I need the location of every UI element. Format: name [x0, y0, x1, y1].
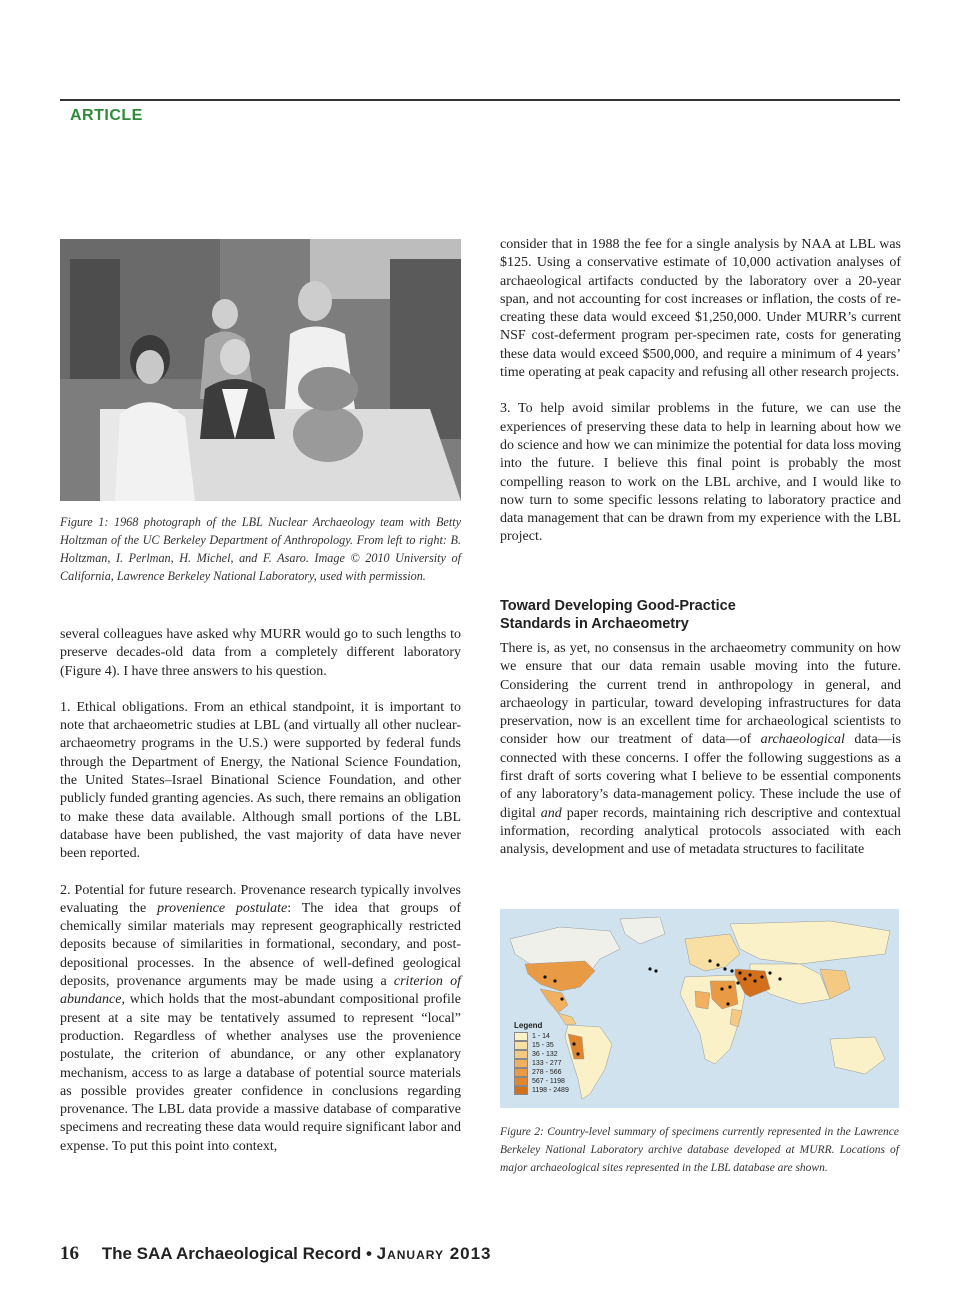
footer-bullet: • — [365, 1244, 372, 1263]
text-run: There is, as yet, no consensus in the archaeometry community on how we ensure that our data remain usable moving into the future. Considering the current trend in anthropology in general, and archaeology in particular, toward developing infrastructures for data preservation, now is an excellent time for archaeological scientists to consider how our treatment of data—of — [500, 641, 901, 748]
emphasis: and — [540, 805, 562, 821]
legend-swatch — [514, 1032, 528, 1041]
text-run: : The idea that groups of chemically similar materials may represent geographically restricted deposits because of similarities in formational, secondary, and post-depositional processes. In the absence of well-defined geological deposits, provenance arguments may be made using a — [60, 900, 461, 990]
paragraph — [500, 640, 901, 860]
figure-1-photo — [60, 239, 461, 501]
paragraph: several colleagues have asked why MURR would go to such lengths to preserve decades-old data from a completely different laboratory (Figure 4). I have three answers to his question. — [60, 627, 461, 679]
figure-2-map — [500, 909, 899, 1108]
legend-item — [514, 1077, 569, 1086]
page-footer — [60, 1243, 492, 1265]
map-legend — [514, 1021, 569, 1095]
legend-swatch — [514, 1086, 528, 1095]
paragraph: 3. To help avoid similar problems in the future, we can use the experiences of preserving these data to help in learning about how we do science and how we can minimize the potential for data loss moving into the future. I believe this final point is probably the most compelling reason to work on the LBL archive, and I would like to now turn to some specific lessons relating to laboratory practice and data management that can be drawn from my experience with the LBL project. — [500, 401, 901, 545]
legend-swatch — [514, 1050, 528, 1059]
heading-line: Toward Developing Good-Practice — [500, 598, 736, 614]
text-run: 2. Potential for future research. Provenance research typically involves evaluating the — [60, 882, 461, 916]
right-column-top — [500, 236, 901, 565]
legend-item — [514, 1086, 569, 1095]
paragraph — [60, 882, 461, 1156]
legend-label: 36 - 132 — [532, 1051, 558, 1058]
journal-title: The SAA Archaeological Record — [101, 1244, 362, 1263]
legend-label: 1198 - 2489 — [532, 1087, 569, 1094]
legend-items — [514, 1032, 569, 1095]
legend-label: 567 - 1198 — [532, 1078, 565, 1085]
emphasis: criterion of abundance — [60, 974, 461, 1008]
header-rule — [60, 99, 900, 101]
right-column-bottom — [500, 640, 901, 878]
text-run: , which holds that the most-abundant compositional profile present at a site may be tentatively assumed to represent “local” production. Regardless of whether analyses use the provenience postulate, the criterion of abundance, or any other explanatory mechanism, access to as large a database of potential source materials as possible provides greater confidence in conclusions regarding provenance. The LBL data provide a massive database of comparative specimens and recreating these data would require significant labor and expense. To put this point into context, — [60, 992, 461, 1154]
legend-title: Legend — [514, 1021, 543, 1030]
section-label: ARTICLE — [70, 107, 143, 124]
legend-item — [514, 1041, 569, 1050]
legend-item — [514, 1068, 569, 1077]
emphasis: provenience postulate — [157, 900, 288, 916]
heading-line: Standards in Archaeometry — [500, 616, 689, 632]
photo-illustration — [60, 239, 461, 501]
legend-label: 1 - 14 — [532, 1033, 550, 1040]
legend-item — [514, 1032, 569, 1041]
legend-label: 278 - 566 — [532, 1069, 562, 1076]
issue-date: January 2013 — [376, 1244, 492, 1263]
paragraph: consider that in 1988 the fee for a single analysis by NAA at LBL was $125. Using a conservative estimate of 10,000 activation analyses of archaeological artifacts conducted by the laboratory over a 20-year span, and not accounting for cost increases or inflation, the costs of re-creating these data would exceed $1,250,000. Under MURR’s current NSF cost-deferment program per-specimen rate, costs for generating these data would exceed $500,000, and require a minimum of 4 years’ time operating at peak capacity and refusing all other research projects. — [500, 237, 901, 381]
legend-swatch — [514, 1077, 528, 1086]
text-run: paper records, maintaining rich descriptive and contextual information, recording analytical protocols associated with each analysis, development and use of metadata structures to facilitate — [500, 805, 901, 858]
section-heading — [500, 597, 901, 633]
legend-item — [514, 1050, 569, 1059]
legend-swatch — [514, 1059, 528, 1068]
paragraph: 1. Ethical obligations. From an ethical standpoint, it is important to note that archaeometric studies at LBL (and virtually all other nuclear-archaeometry programs in the U.S.) were supported by federal funds through the Department of Energy, the National Science Foundation, the United States–Israel Binational Science Foundation, and other publicly funded granting agencies. As such, there remains an obligation to make these data available. Although small portions of the LBL database have been published, the vast majority of data have never been reported. — [60, 699, 461, 862]
legend-label: 15 - 35 — [532, 1042, 554, 1049]
page-number: 16 — [60, 1243, 79, 1264]
legend-swatch — [514, 1068, 528, 1077]
text-run: data—is connected with these concerns. I offer the following suggestions as a first draft of sorts covering what I believe to be essential components of any laboratory’s data-management policy. These include the use of digital — [500, 732, 901, 821]
legend-swatch — [514, 1041, 528, 1050]
legend-item — [514, 1059, 569, 1068]
legend-label: 133 - 277 — [532, 1060, 562, 1067]
figure-1-caption: Figure 1: 1968 photograph of the LBL Nuclear Archaeology team with Betty Holtzman of the UC Berkeley Department of Anthropology. From left to right: B. Holtzman, I. Perlman, H. Michel, and F. Asaro. Image © 2010 University of California, Lawrence Berkeley National Laboratory, used with permission. — [60, 515, 461, 583]
left-column — [60, 626, 461, 1174]
emphasis: archaeological — [760, 732, 845, 748]
figure-2-caption: Figure 2: Country-level summary of specimens currently represented in the Lawrence Berkeley National Laboratory archive database developed at MURR. Locations of major archaeological sites represented in the LBL database are shown. — [500, 1126, 899, 1174]
